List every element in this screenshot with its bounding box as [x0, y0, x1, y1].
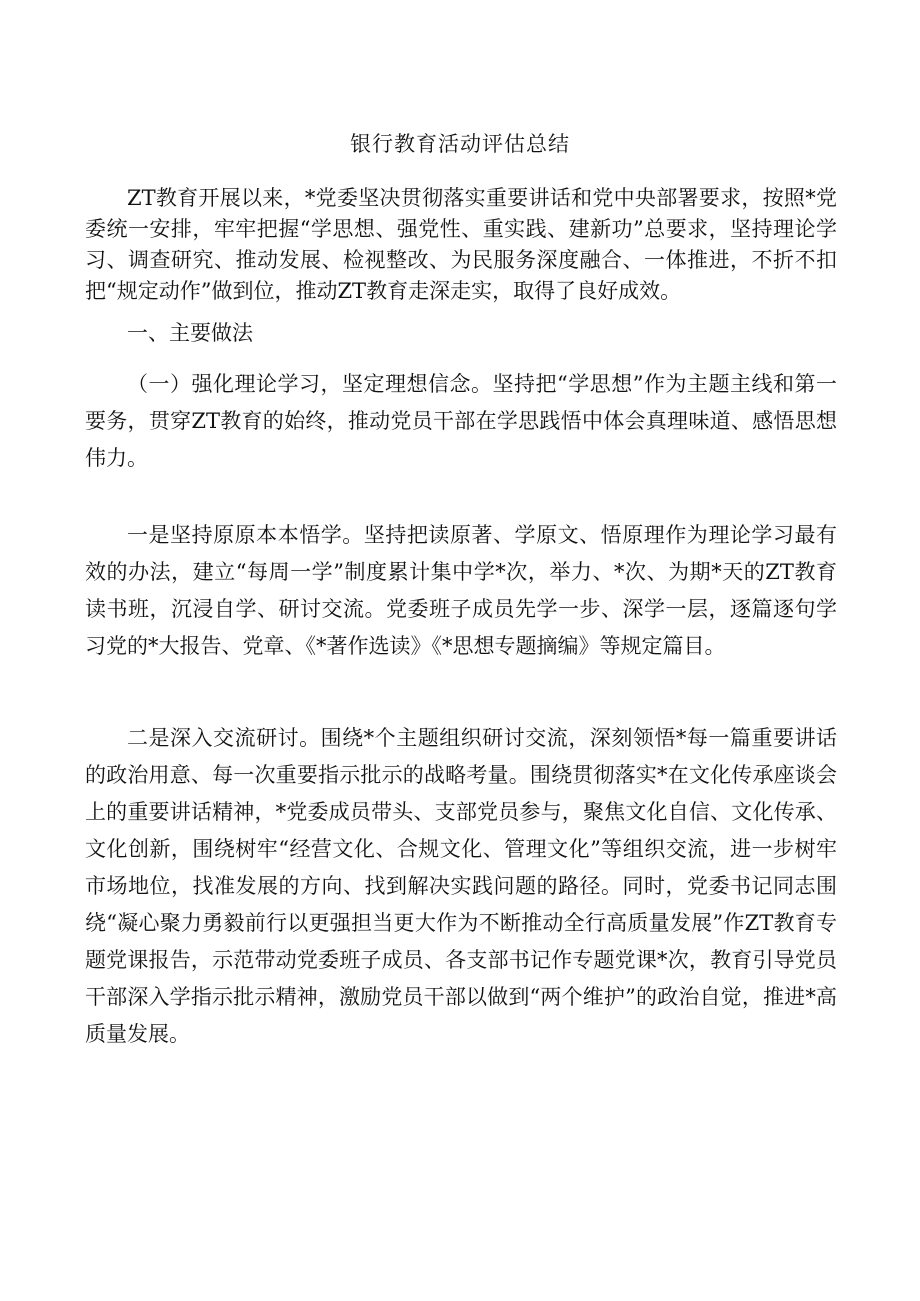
- section-heading: 一、主要做法: [127, 321, 253, 345]
- point-two-paragraph: 二是深入交流研讨。围绕*个主题组织研讨交流，深刻领悟*每一篇重要讲话的政治用意、每一次重要指示批示的战略考量。围绕贯彻落实*在文化传承座谈会上的重要讲话精神，*党委成员带头、支部党员参与，聚焦文化自信、文化传承、文化创新，围绕树牢“经营文化、合规文化、管理文化”等组织交流，进一步树牢市场地位，找准发展的方向、找到解决实践问题的路径。同时，党委书记同志围绕“凝心聚力勇毅前行以更强担当更大作为不断推动全行高质量发展”作ZT教育专题党课报告，示范带动党委班子成员、各支部书记作专题党课*次，教育引导党员干部深入学指示批示精神，激励党员干部以做到“两个维护”的政治自觉，推进*高质量发展。: [85, 726, 837, 1046]
- point-one-paragraph: 一是坚持原原本本悟学。坚持把读原著、学原文、悟原理作为理论学习最有效的办法，建立“每周一学”制度累计集中学*次，举力、*次、为期*天的ZT教育读书班，沉浸自学、研讨交流。党委班子成员先学一步、深学一层，逐篇逐句学习党的*大报告、党章、《*著作选读》《*思想专题摘编》等规定篇目。: [85, 523, 837, 658]
- document-title: 银行教育活动评估总结: [350, 132, 570, 156]
- subsection-paragraph: （一）强化理论学习，坚定理想信念。坚持把“学思想”作为主题主线和第一要务，贯穿ZT教育的始终，推动党员干部在学思践悟中体会真理味道、感悟思想伟力。: [85, 372, 837, 470]
- intro-paragraph: ZT教育开展以来，*党委坚决贯彻落实重要讲话和党中央部署要求，按照*党委统一安排，牢牢把握“学思想、强党性、重实践、建新功”总要求，坚持理论学习、调查研究、推动发展、检视整改、为民服务深度融合、一体推进，不折不扣把“规定动作”做到位，推动ZT教育走深走实，取得了良好成效。: [85, 186, 837, 303]
